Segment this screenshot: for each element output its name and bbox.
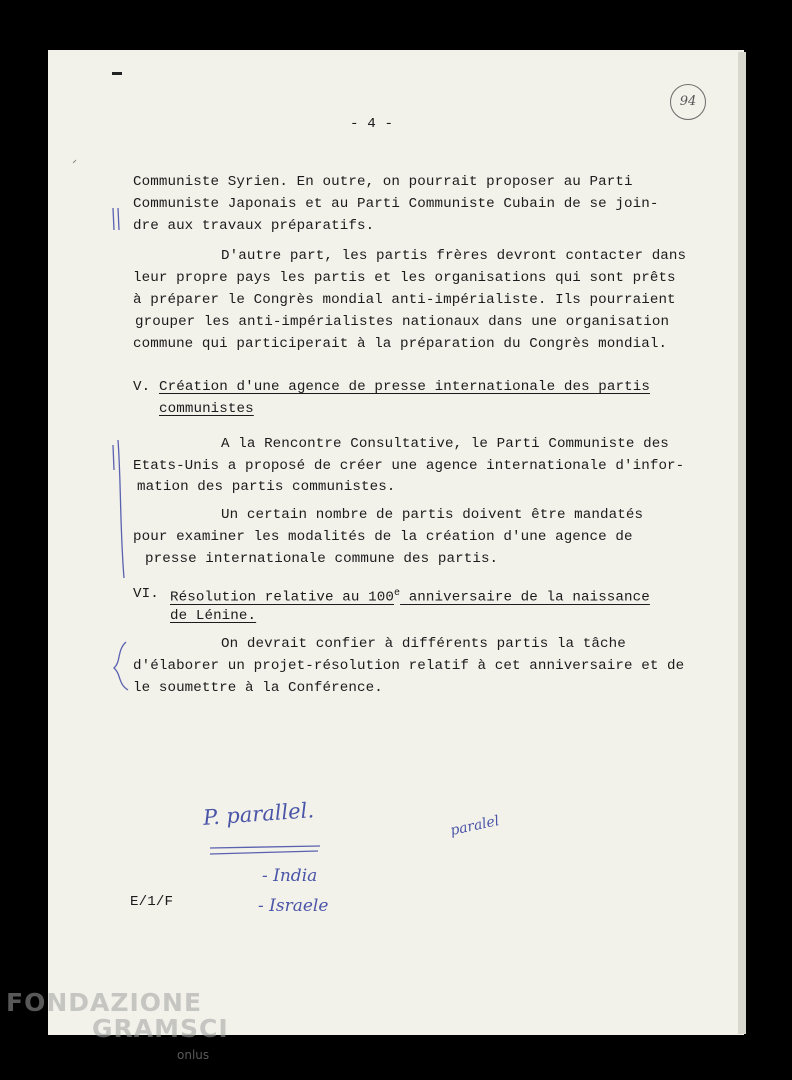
- signature-underline: [210, 846, 320, 848]
- handwritten-list-item: - Israele: [258, 896, 329, 916]
- section-heading: Création d'une agence de presse internationale des partis: [159, 379, 650, 395]
- watermark-logo: [6, 990, 229, 1042]
- text-line: A la Rencontre Consultative, le Parti Communiste des: [221, 436, 669, 452]
- margin-mark: [113, 208, 114, 230]
- superscript: e: [393, 588, 401, 599]
- text-line: Communiste Japonais et au Parti Communiste Cubain de se join-: [133, 196, 659, 212]
- margin-mark: [118, 440, 124, 578]
- section-heading: communistes: [159, 401, 254, 417]
- section-number: VI.: [133, 586, 159, 602]
- text-line: On devrait confier à différents partis la tâche: [221, 636, 626, 652]
- watermark-sub: onlus: [177, 1048, 210, 1062]
- handwritten-note: paralel: [448, 813, 501, 839]
- margin-mark: [113, 445, 114, 470]
- text-line: Communiste Syrien. En outre, on pourrait proposer au Parti: [133, 174, 633, 190]
- text-line: commune qui participerait à la préparation du Congrès mondial.: [133, 336, 668, 352]
- text-line: Etats-Unis a proposé de créer une agence internationale d'infor-: [133, 458, 685, 474]
- archive-number-stamp: 94: [670, 84, 706, 120]
- reference-code: E/1/F: [130, 894, 174, 910]
- text-line: grouper les anti-impérialistes nationaux dans une organisation: [135, 314, 670, 330]
- text-line: dre aux travaux préparatifs.: [133, 218, 375, 234]
- text-line: d'élaborer un projet-résolution relatif à cet anniversaire et de: [133, 658, 685, 674]
- pencil-tick: [73, 160, 76, 163]
- text-line: presse internationale commune des partis.: [145, 551, 499, 567]
- handwritten-note: P. parallel.: [202, 798, 315, 830]
- section-heading-part: Résolution relative au 100: [170, 589, 394, 606]
- handwritten-list-item: - India: [262, 866, 318, 886]
- text-line: D'autre part, les partis frères devront contacter dans: [221, 248, 687, 264]
- section-heading: de Lénine.: [170, 608, 257, 624]
- text-line: leur propre pays les partis et les organisations qui sont prêts: [133, 270, 676, 286]
- margin-mark: [118, 208, 119, 230]
- signature-underline: [210, 851, 318, 854]
- watermark-line: FONDAZIONE: [6, 988, 203, 1017]
- section-number: V.: [133, 379, 151, 395]
- text-line: mation des partis communistes.: [137, 479, 396, 495]
- section-heading-part: anniversaire de la naissance: [400, 589, 650, 606]
- text-line: Un certain nombre de partis doivent être mandatés: [221, 507, 644, 523]
- margin-mark: [114, 642, 128, 690]
- watermark-line: GRAMSCI: [92, 1014, 229, 1043]
- text-line: le soumettre à la Conférence.: [133, 680, 383, 696]
- text-line: à préparer le Congrès mondial anti-impérialiste. Ils pourraient: [133, 292, 676, 308]
- page-number: - 4 -: [350, 116, 394, 132]
- text-line: pour examiner les modalités de la création d'une agence de: [133, 529, 633, 545]
